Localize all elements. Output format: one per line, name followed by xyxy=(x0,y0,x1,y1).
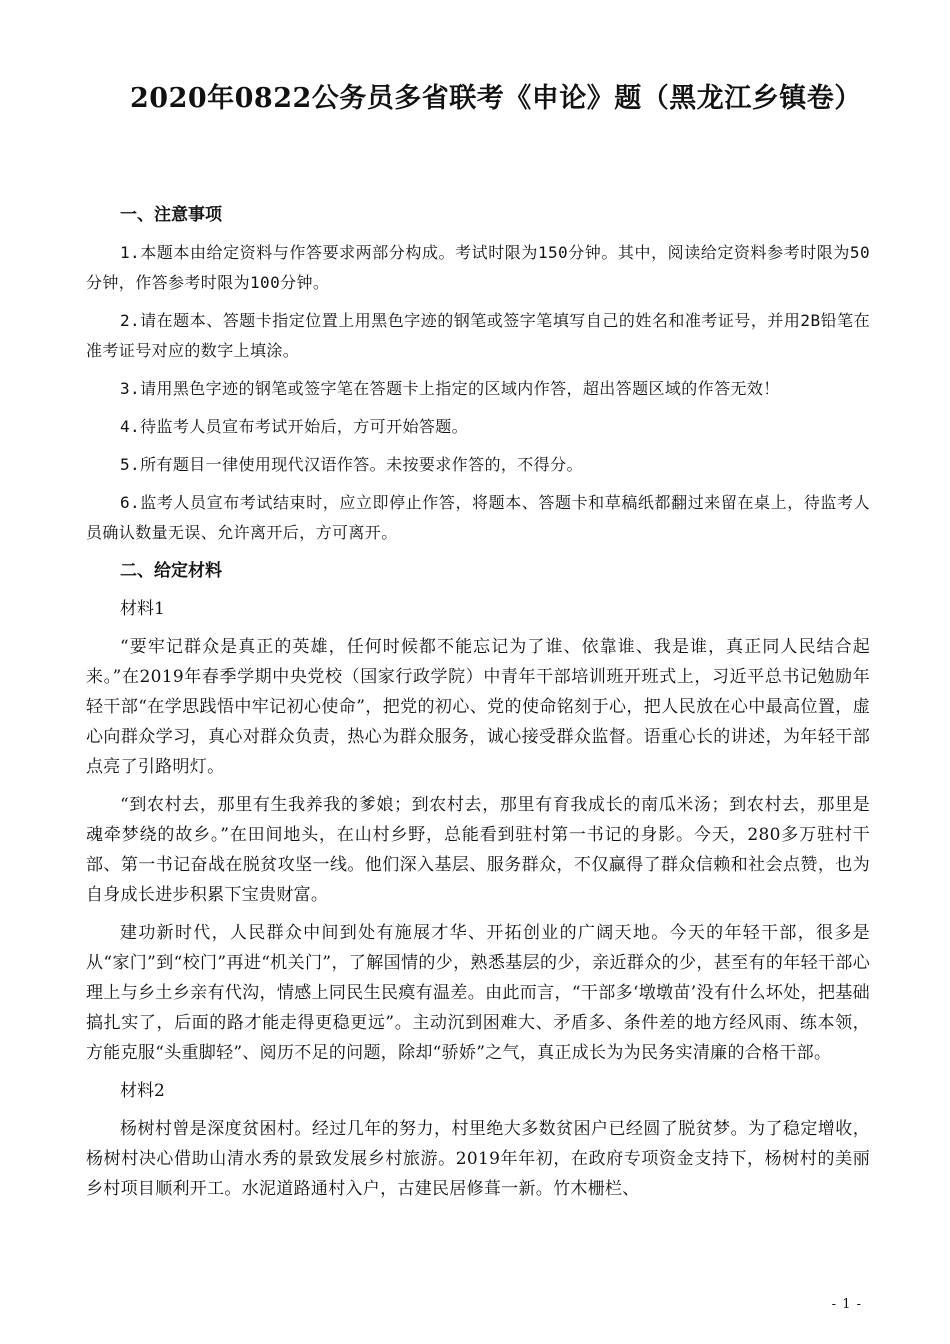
material-2-label: 材料2 xyxy=(120,1081,165,1101)
notice-item: 2.请在题本、答题卡指定位置上用黑色字迹的钢笔或签字笔填写自己的姓名和准考证号，并用2B铅笔在准考证号对应的数字上填涂。 xyxy=(86,311,870,360)
material-paragraph: “要牢记群众是真正的英雄，任何时候都不能忘记为了谁、依靠谁、我是谁，真正同人民结合起来。”在2019年春季学期中央党校（国家行政学院）中青年干部培训班开班式上，习近平总书记勉励年轻干部“在学思践悟中牢记初心使命”，把党的初心、党的使命铭刻于心，把人民放在心中最高位置，虚心向群众学习，真心对群众负责，热心为群众服务，诚心接受群众监督。语重心长的讲述，为年轻干部点亮了引路明灯。 xyxy=(86,637,870,777)
materials-section xyxy=(86,556,870,1204)
material-1-label: 材料1 xyxy=(120,599,165,619)
notice-section xyxy=(86,200,870,548)
material-paragraph: 建功新时代，人民群众中间到处有施展才华、开拓创业的广阔天地。今天的年轻干部，很多是从“家门”到“校门”再进“机关门”，了解国情的少，熟悉基层的少，亲近群众的少，甚至有的年轻干部心理上与乡土乡亲有代沟，情感上同民生民瘼有温差。由此而言，“干部多‘墩墩苗’没有什么坏处，把基础搞扎实了，后面的路才能走得更稳更远”。主动沉到困难大、矛盾多、条件差的地方经风雨、练本领，方能克服“头重脚轻”、阅历不足的问题，除却“骄娇”之气，真正成长为为民务实清廉的合格干部。 xyxy=(86,923,870,1063)
material-paragraph: “到农村去，那里有生我养我的爹娘；到农村去，那里有育我成长的南瓜米汤；到农村去，那里是魂牵梦绕的故乡。”在田间地头，在山村乡野，总能看到驻村第一书记的身影。今天，280多万驻村干部、第一书记奋战在脱贫攻坚一线。他们深入基层、服务群众，不仅赢得了群众信赖和社会点赞，也为自身成长进步积累下宝贵财富。 xyxy=(86,795,870,905)
notice-item: 5.所有题目一律使用现代汉语作答。未按要求作答的，不得分。 xyxy=(120,455,583,474)
material-paragraph: 杨树村曾是深度贫困村。经过几年的努力，村里绝大多数贫困户已经圆了脱贫梦。为了稳定增收，杨树村决心借助山清水秀的景致发展乡村旅游。2019年年初，在政府专项资金支持下，杨树村的美丽乡村项目顺利开工。水泥道路通村入户，古建民居修葺一新。竹木栅栏、 xyxy=(86,1119,870,1199)
notice-item: 1.本题本由给定资料与作答要求两部分构成。考试时限为150分钟。其中，阅读给定资料参考时限为50分钟，作答参考时限为100分钟。 xyxy=(86,243,870,292)
notice-item: 6.监考人员宣布考试结束时，应立即停止作答，将题本、答题卡和草稿纸都翻过来留在桌上，待监考人员确认数量无误、允许离开后，方可离开。 xyxy=(86,493,870,542)
section-heading-notice: 一、注意事项 xyxy=(120,205,222,225)
document-title: 2020年0822公务员多省联考《申论》题（黑龙江乡镇卷） xyxy=(130,83,862,114)
notice-item: 4.待监考人员宣布考试开始后，方可开始答题。 xyxy=(120,417,469,436)
document-body xyxy=(86,200,870,1212)
section-heading-materials: 二、给定材料 xyxy=(120,561,222,581)
notice-item: 3.请用黑色字迹的钢笔或签字笔在答题卡上指定的区域内作答，超出答题区域的作答无效！ xyxy=(120,379,780,398)
page-number: - 1 - xyxy=(831,1297,862,1312)
